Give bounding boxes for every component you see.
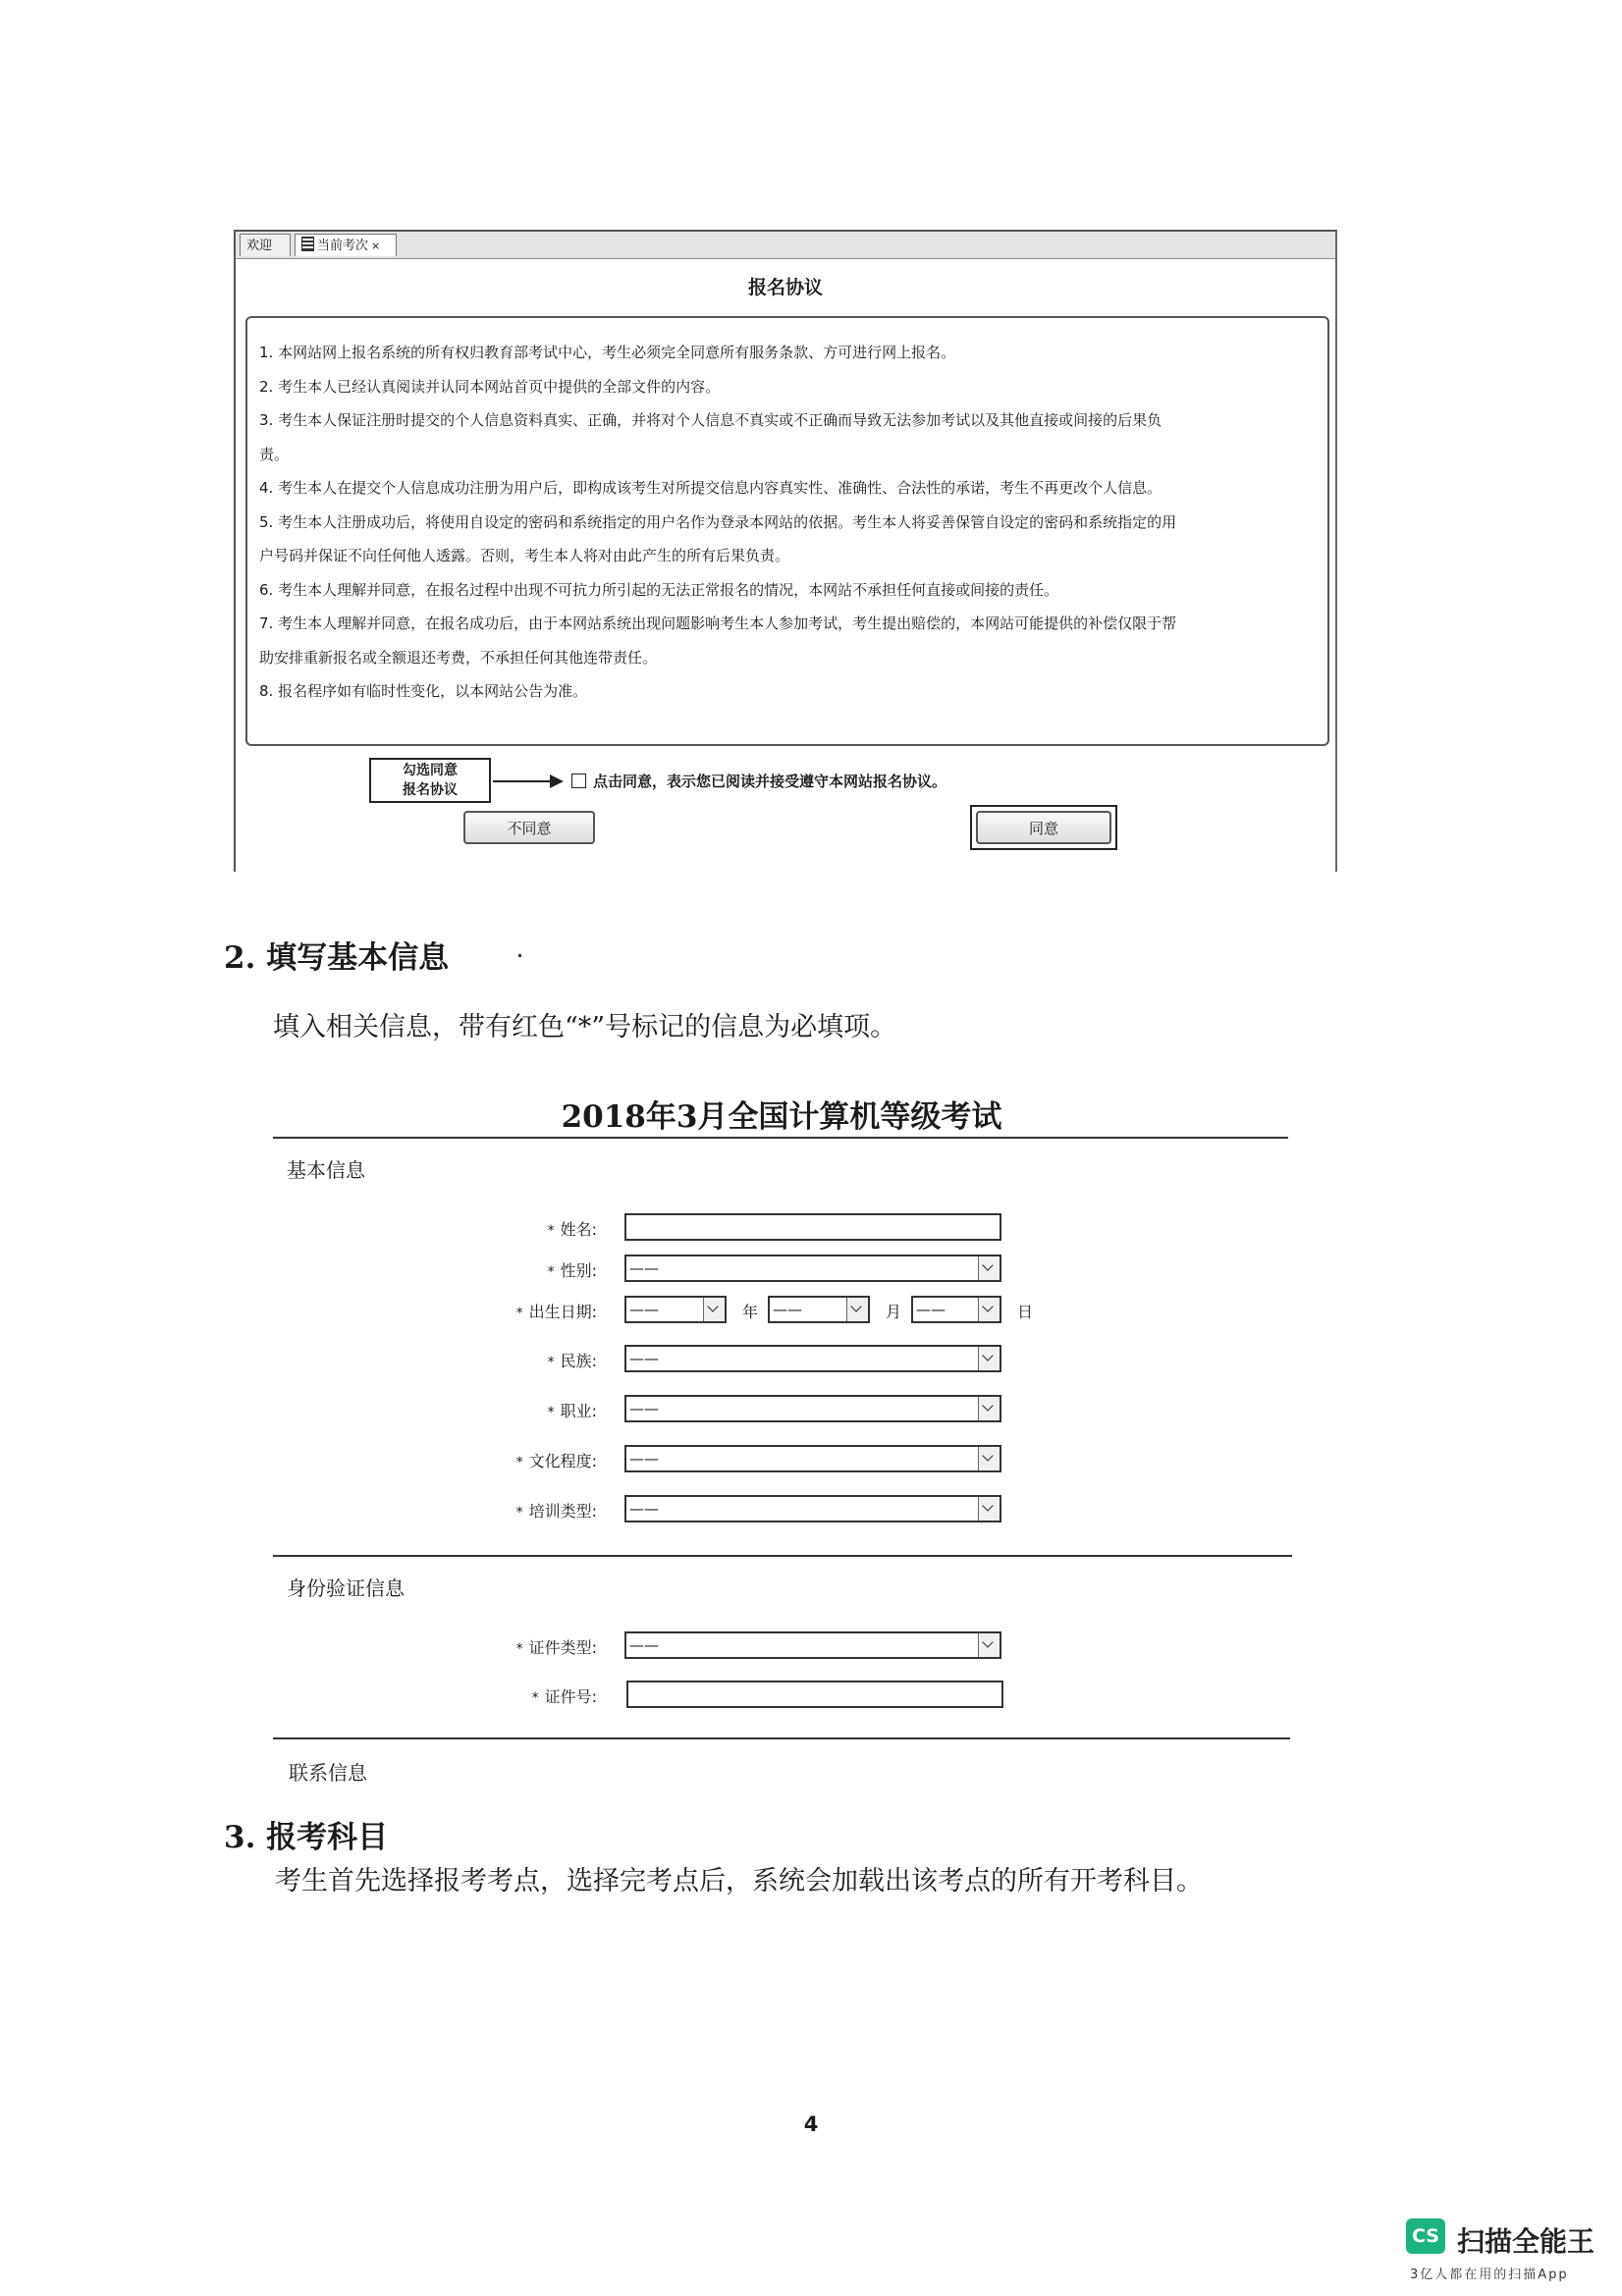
- section-2-heading: 2. 填写基本信息: [224, 940, 450, 976]
- tab-current-exam[interactable]: [295, 234, 397, 256]
- select-value: ——: [629, 1400, 659, 1417]
- divider: [273, 1137, 1288, 1139]
- disagree-button[interactable]: 不同意: [463, 811, 595, 844]
- id-number-label-text: 证件号:: [544, 1687, 597, 1706]
- close-icon[interactable]: ×: [371, 240, 381, 252]
- chevron-down-icon: [978, 1347, 1000, 1370]
- term-line: 责。: [259, 445, 290, 463]
- id-info-section: 身份验证信息: [287, 1576, 405, 1600]
- section-3-heading: 3. 报考科目: [224, 1820, 389, 1855]
- education-label: [432, 1449, 597, 1471]
- select-value: ——: [916, 1301, 946, 1318]
- gender-select[interactable]: [624, 1255, 1001, 1282]
- section-3-text: 考生首先选择报考考点，选择完考点后，系统会加载出该考点的所有开考科目。: [275, 1866, 1203, 1896]
- required-mark: *: [547, 1405, 555, 1420]
- select-value: ——: [629, 1450, 659, 1468]
- required-mark: *: [515, 1306, 523, 1321]
- section-2-text: 填入相关信息，带有红色“*”号标记的信息为必填项。: [273, 1012, 897, 1042]
- agree-button[interactable]: 同意: [976, 811, 1111, 844]
- chevron-down-icon: [703, 1298, 725, 1321]
- agree-checkbox[interactable]: [571, 774, 586, 788]
- chevron-down-icon: [978, 1497, 1000, 1521]
- select-value: ——: [629, 1500, 659, 1518]
- agreement-title: 报名协议: [747, 277, 823, 298]
- birth-year-select[interactable]: [624, 1296, 727, 1323]
- education-label-text: 文化程度:: [528, 1452, 597, 1470]
- contact-info-section: 联系信息: [289, 1761, 367, 1785]
- required-mark: *: [547, 1264, 555, 1280]
- term-line: 6. 考生本人理解并同意，在报名过程中出现不可抗力所引起的无法正常报名的情况，本网站不承担任何直接或间接的责任。: [259, 580, 1059, 599]
- chevron-down-icon: [978, 1447, 1000, 1470]
- birth-date-label: [432, 1300, 597, 1322]
- training-select[interactable]: [624, 1495, 1001, 1522]
- required-mark: *: [515, 1505, 523, 1521]
- id-type-select[interactable]: [624, 1631, 1001, 1659]
- term-line: 8. 报名程序如有临时性变化，以本网站公告为准。: [259, 682, 588, 700]
- gender-label-text: 性别:: [560, 1261, 597, 1280]
- ethnicity-label-text: 民族:: [560, 1352, 597, 1370]
- training-label-text: 培训类型:: [528, 1502, 597, 1521]
- day-unit: 日: [1017, 1303, 1034, 1321]
- watermark-name: 扫描全能王: [1457, 2225, 1595, 2258]
- id-number-label: [432, 1684, 597, 1707]
- tab-current-exam-label: 当前考次: [317, 239, 369, 253]
- id-type-label-text: 证件类型:: [528, 1638, 597, 1657]
- ethnicity-select[interactable]: [624, 1345, 1001, 1372]
- chevron-down-icon: [978, 1633, 1000, 1657]
- page-number: 4: [803, 2112, 819, 2136]
- term-line: 1. 本网站网上报名系统的所有权归教育部考试中心，考生必须完全同意所有服务条款、方可进行网上报名。: [259, 344, 956, 361]
- occupation-label: [432, 1399, 597, 1421]
- term-line: 2. 考生本人已经认真阅读并认同本网站首页中提供的全部文件的内容。: [259, 377, 721, 396]
- required-mark: *: [531, 1690, 539, 1706]
- select-value: ——: [773, 1301, 802, 1318]
- required-mark: *: [515, 1641, 523, 1657]
- callout-line: 报名协议: [403, 782, 458, 798]
- year-unit: 年: [742, 1303, 759, 1321]
- required-mark: *: [547, 1355, 555, 1370]
- term-line: 3. 考生本人保证注册时提交的个人信息资料真实、正确，并将对个人信息不真实或不正确而导致无法参加考试以及其他直接或间接的后果负: [259, 411, 1162, 429]
- term-line: 7. 考生本人理解并同意，在报名成功后，由于本网站系统出现问题影响考生本人参加考试，考生提出赔偿的，本网站可能提供的补偿仅限于帮: [259, 614, 1177, 632]
- tab-welcome[interactable]: [240, 234, 291, 256]
- divider: [273, 1555, 1292, 1557]
- name-label: [432, 1217, 597, 1240]
- month-unit: 月: [886, 1303, 902, 1321]
- birth-date-label-text: 出生日期:: [528, 1303, 597, 1321]
- tab-bar: [236, 232, 1335, 259]
- term-line: 4. 考生本人在提交个人信息成功注册为用户后，即构成该考生对所提交信息内容真实性、准确性、合法性的承诺，考生不再更改个人信息。: [259, 479, 1162, 497]
- document-icon: [301, 237, 314, 251]
- name-input[interactable]: [624, 1213, 1001, 1241]
- terms-box[interactable]: [245, 316, 1329, 746]
- name-label-text: 姓名:: [560, 1220, 597, 1239]
- education-select[interactable]: [624, 1445, 1001, 1472]
- arrow-icon: [493, 780, 552, 782]
- select-value: ——: [629, 1636, 659, 1654]
- ethnicity-label: [432, 1349, 597, 1371]
- chevron-down-icon: [978, 1397, 1000, 1420]
- select-value: ——: [629, 1350, 659, 1367]
- watermark-subtitle: 3亿人都在用的扫描App: [1410, 2268, 1569, 2282]
- select-value: ——: [629, 1301, 659, 1318]
- select-value: ——: [629, 1259, 659, 1277]
- divider: [273, 1737, 1290, 1739]
- required-mark: *: [547, 1223, 555, 1239]
- term-line: 户号码并保证不向任何他人透露。否则，考生本人将对由此产生的所有后果负责。: [259, 547, 790, 564]
- callout-box: [369, 758, 491, 803]
- id-number-input[interactable]: [626, 1681, 1003, 1708]
- chevron-down-icon: [978, 1256, 1000, 1280]
- basic-info-section: 基本信息: [287, 1158, 365, 1182]
- chevron-down-icon: [978, 1298, 1000, 1321]
- birth-month-select[interactable]: [768, 1296, 870, 1323]
- term-line: 5. 考生本人注册成功后，将使用自设定的密码和系统指定的用户名作为登录本网站的依据。考生本人将妥善保管自设定的密码和系统指定的用: [259, 512, 1177, 531]
- occupation-label-text: 职业:: [560, 1402, 597, 1420]
- gender-label: [432, 1258, 597, 1281]
- agreement-screenshot: [234, 230, 1337, 872]
- callout-line: 勾选同意: [403, 763, 458, 778]
- arrow-head-icon: [550, 774, 564, 788]
- chevron-down-icon: [846, 1298, 868, 1321]
- training-label: [432, 1499, 597, 1522]
- agree-checkbox-label[interactable]: 点击同意，表示您已阅读并接受遵守本网站报名协议。: [593, 773, 947, 790]
- id-type-label: [432, 1635, 597, 1658]
- tab-welcome-label: 欢迎: [246, 239, 273, 253]
- occupation-select[interactable]: [624, 1395, 1001, 1422]
- camscanner-logo: CS: [1406, 2218, 1445, 2254]
- birth-day-select[interactable]: [911, 1296, 1001, 1323]
- dot-mark: [518, 954, 521, 957]
- term-line: 助安排重新报名或全额退还考费，不承担任何其他连带责任。: [259, 648, 658, 667]
- required-mark: *: [515, 1455, 523, 1470]
- form-title: 2018年3月全国计算机等级考试: [561, 1099, 1002, 1135]
